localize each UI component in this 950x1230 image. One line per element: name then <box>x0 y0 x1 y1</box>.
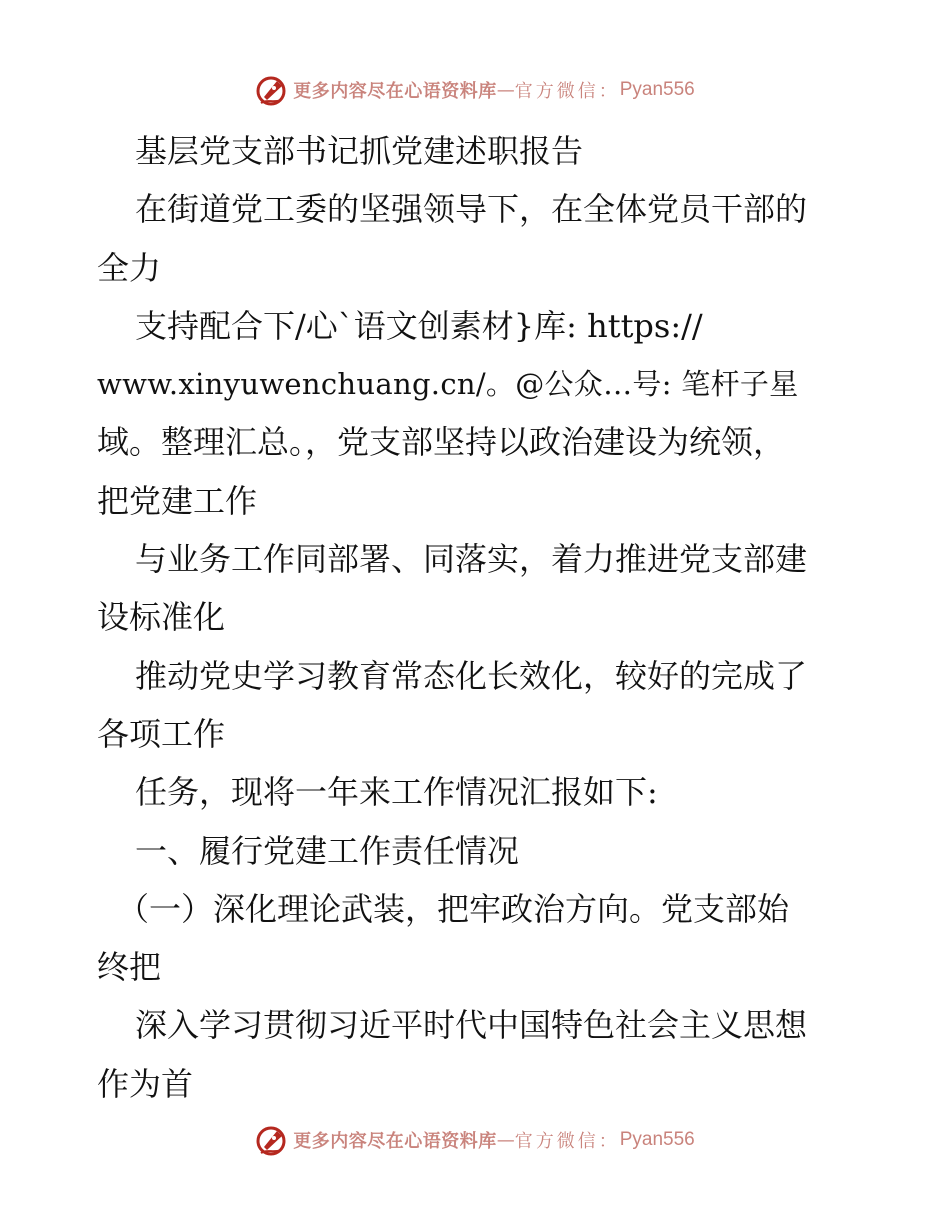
document-title: 基层党支部书记抓党建述职报告 <box>135 132 584 170</box>
paragraph-line: 与业务工作同部署、同落实，着力推进党支部建 <box>135 540 808 579</box>
pen-nib-logo-icon <box>255 73 289 107</box>
banner-wechat-label: 官方微信： <box>514 1131 620 1152</box>
banner-wechat-label: 官方微信： <box>514 81 620 102</box>
paragraph-line: 全力 <box>97 248 162 287</box>
document-body <box>97 122 857 1113</box>
paragraph-line: 域。整理汇总。，党支部坚持以政治建设为统领， <box>97 423 786 462</box>
paragraph-line: 深入学习贯彻习近平时代中国特色社会主义思想 <box>135 1006 808 1045</box>
banner-dash: — <box>496 79 515 101</box>
banner-wechat-id: Pyan556 <box>619 79 695 100</box>
paragraph-line: 在街道党工委的坚强领导下，在全体党员干部的 <box>135 190 808 229</box>
paragraph-line: 各项工作 <box>97 714 226 753</box>
paragraph-line: 任务，现将一年来工作情况汇报如下: <box>135 773 658 812</box>
paragraph-line: 把党建工作 <box>97 481 258 520</box>
paragraph-line: 推动党史学习教育常态化长效化，较好的完成了 <box>135 656 808 695</box>
footer-banner <box>0 1120 950 1160</box>
paragraph-line: www.xinyuwenchuang.cn/。@公众…号: 笔杆子星 <box>97 367 799 402</box>
paragraph-line: 作为首 <box>97 1064 194 1103</box>
header-banner <box>0 70 950 110</box>
paragraph-line: （一）深化理论武装，把牢政治方向。党支部始 <box>117 889 790 928</box>
banner-wechat-id: Pyan556 <box>619 1129 695 1150</box>
paragraph-line: 设标准化 <box>97 598 226 637</box>
paragraph-line: 终把 <box>97 948 162 987</box>
banner-main-text: 更多内容尽在心语资料库 <box>293 1131 497 1152</box>
banner-main-text: 更多内容尽在心语资料库 <box>293 81 497 102</box>
pen-nib-logo-icon <box>255 1123 289 1157</box>
banner-dash: — <box>496 1129 515 1151</box>
section-heading: 一、履行党建工作责任情况 <box>135 831 520 870</box>
paragraph-line: 支持配合下/心`语文创素材}库: https:// <box>135 306 703 345</box>
